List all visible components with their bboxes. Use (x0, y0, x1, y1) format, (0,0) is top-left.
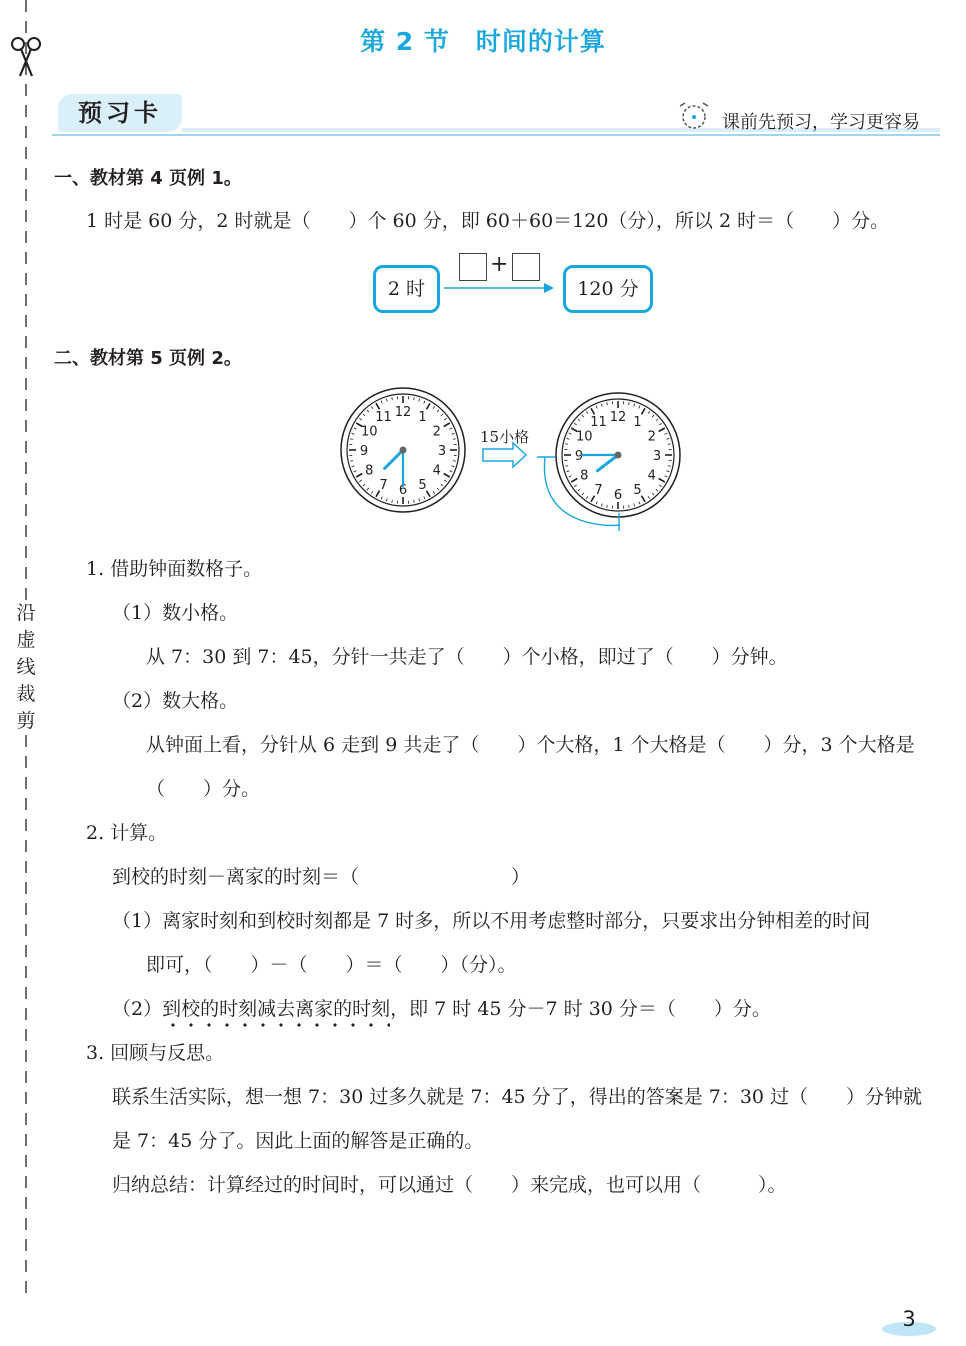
clock-number: 8 (365, 463, 374, 479)
preview-card-tab: 预习卡 (58, 94, 182, 132)
question-1-text: 1 时是 60 分，2 时就是（ ）个 60 分，即 60＋60＝120（分），所以 2 时＝（ ）分。 (86, 210, 890, 232)
line-15: 归纳总结：计算经过的时间时，可以通过（ ）来完成，也可以用（ ）。 (112, 1174, 787, 1196)
clock-number: 3 (652, 449, 662, 464)
page-number: 3 (902, 1307, 916, 1331)
alarm-clock-icon (676, 100, 712, 132)
clock-number: 2 (647, 429, 656, 445)
preview-slogan: 课前先预习，学习更容易 (722, 112, 920, 133)
line-1: 1. 借助钟面数格子。 (86, 558, 263, 580)
question-2-heading: 二、教材第 5 页例 2。 (54, 348, 242, 369)
clock-number: 7 (379, 477, 388, 493)
clock-number: 1 (418, 410, 427, 426)
answer-square-1[interactable] (459, 253, 487, 281)
line-13: 联系生活实际，想一想 7：30 过多久就是 7：45 分了，得出的答案是 7：30 过（ ）分钟就 (112, 1086, 923, 1108)
arrow-label: 15小格 (480, 428, 530, 446)
plus-sign: + (490, 252, 509, 277)
clock-number: 11 (375, 410, 392, 426)
line-10: 即可，（ ）－（ ）＝（ ）（分）。 (146, 954, 517, 976)
answer-square-2[interactable] (512, 253, 540, 281)
clock-number: 10 (575, 429, 593, 445)
clock-745 (556, 393, 680, 517)
diagram-arrow (440, 280, 558, 296)
clock-number: 7 (594, 482, 603, 498)
clock-number: 9 (359, 444, 369, 459)
line-11: （2）到校的时刻减去离家的时刻，即 7 时 45 分－7 时 30 分＝（ ）分。 (112, 994, 771, 1021)
diagram-right-box: 120 分 (563, 265, 653, 313)
line-9: （1）离家时刻和到校时刻都是 7 时多，所以不用考虑整时部分，只要求出分钟相差的时间 (112, 910, 871, 932)
line-6: （ ）分。 (146, 778, 261, 800)
emphasis-dotted-text: 到校的时刻减去离家的时刻 (162, 998, 390, 1028)
clock-center (400, 447, 407, 454)
clock-number: 8 (580, 468, 589, 484)
clock-number: 4 (647, 468, 656, 484)
clock-center (615, 452, 622, 459)
clock-730 (341, 388, 465, 512)
diagram-left-box: 2 时 (373, 265, 440, 313)
clock-number: 4 (432, 463, 441, 479)
line-8: 到校的时刻－离家的时刻＝（ ） (112, 866, 531, 888)
line-14: 是 7：45 分了。因此上面的解答是正确的。 (112, 1130, 484, 1152)
clock-number: 11 (590, 415, 607, 431)
clock-number: 5 (633, 482, 642, 498)
line-2: （1）数小格。 (112, 602, 239, 624)
section-title: 第 2 节 时间的计算 (360, 27, 606, 56)
clock-number: 10 (360, 424, 378, 440)
hollow-arrow-icon (483, 443, 526, 467)
line-3: 从 7：30 到 7：45，分针一共走了（ ）个小格，即过了（ ）分钟。 (146, 646, 788, 668)
clock-number: 6 (398, 483, 408, 498)
clock-number: 5 (418, 477, 427, 493)
clock-number: 6 (613, 488, 623, 503)
line-5: 从钟面上看，分针从 6 走到 9 共走了（ ）个大格，1 个大格是（ ）分，3 个大格是 (146, 734, 915, 756)
clock-number: 1 (633, 415, 642, 431)
line-12: 3. 回顾与反思。 (86, 1042, 225, 1064)
question-1-heading: 一、教材第 4 页例 1。 (54, 168, 242, 189)
clock-number: 12 (394, 405, 412, 420)
clock-number: 9 (574, 449, 584, 464)
line-7: 2. 计算。 (86, 822, 168, 844)
clock-number: 12 (609, 410, 627, 425)
clock-number: 3 (437, 444, 447, 459)
clock-diagram (330, 385, 690, 535)
line-4: （2）数大格。 (112, 690, 239, 712)
clock-number: 2 (432, 424, 441, 440)
cut-instruction: 沿 虚 线 裁 剪 (14, 600, 38, 735)
